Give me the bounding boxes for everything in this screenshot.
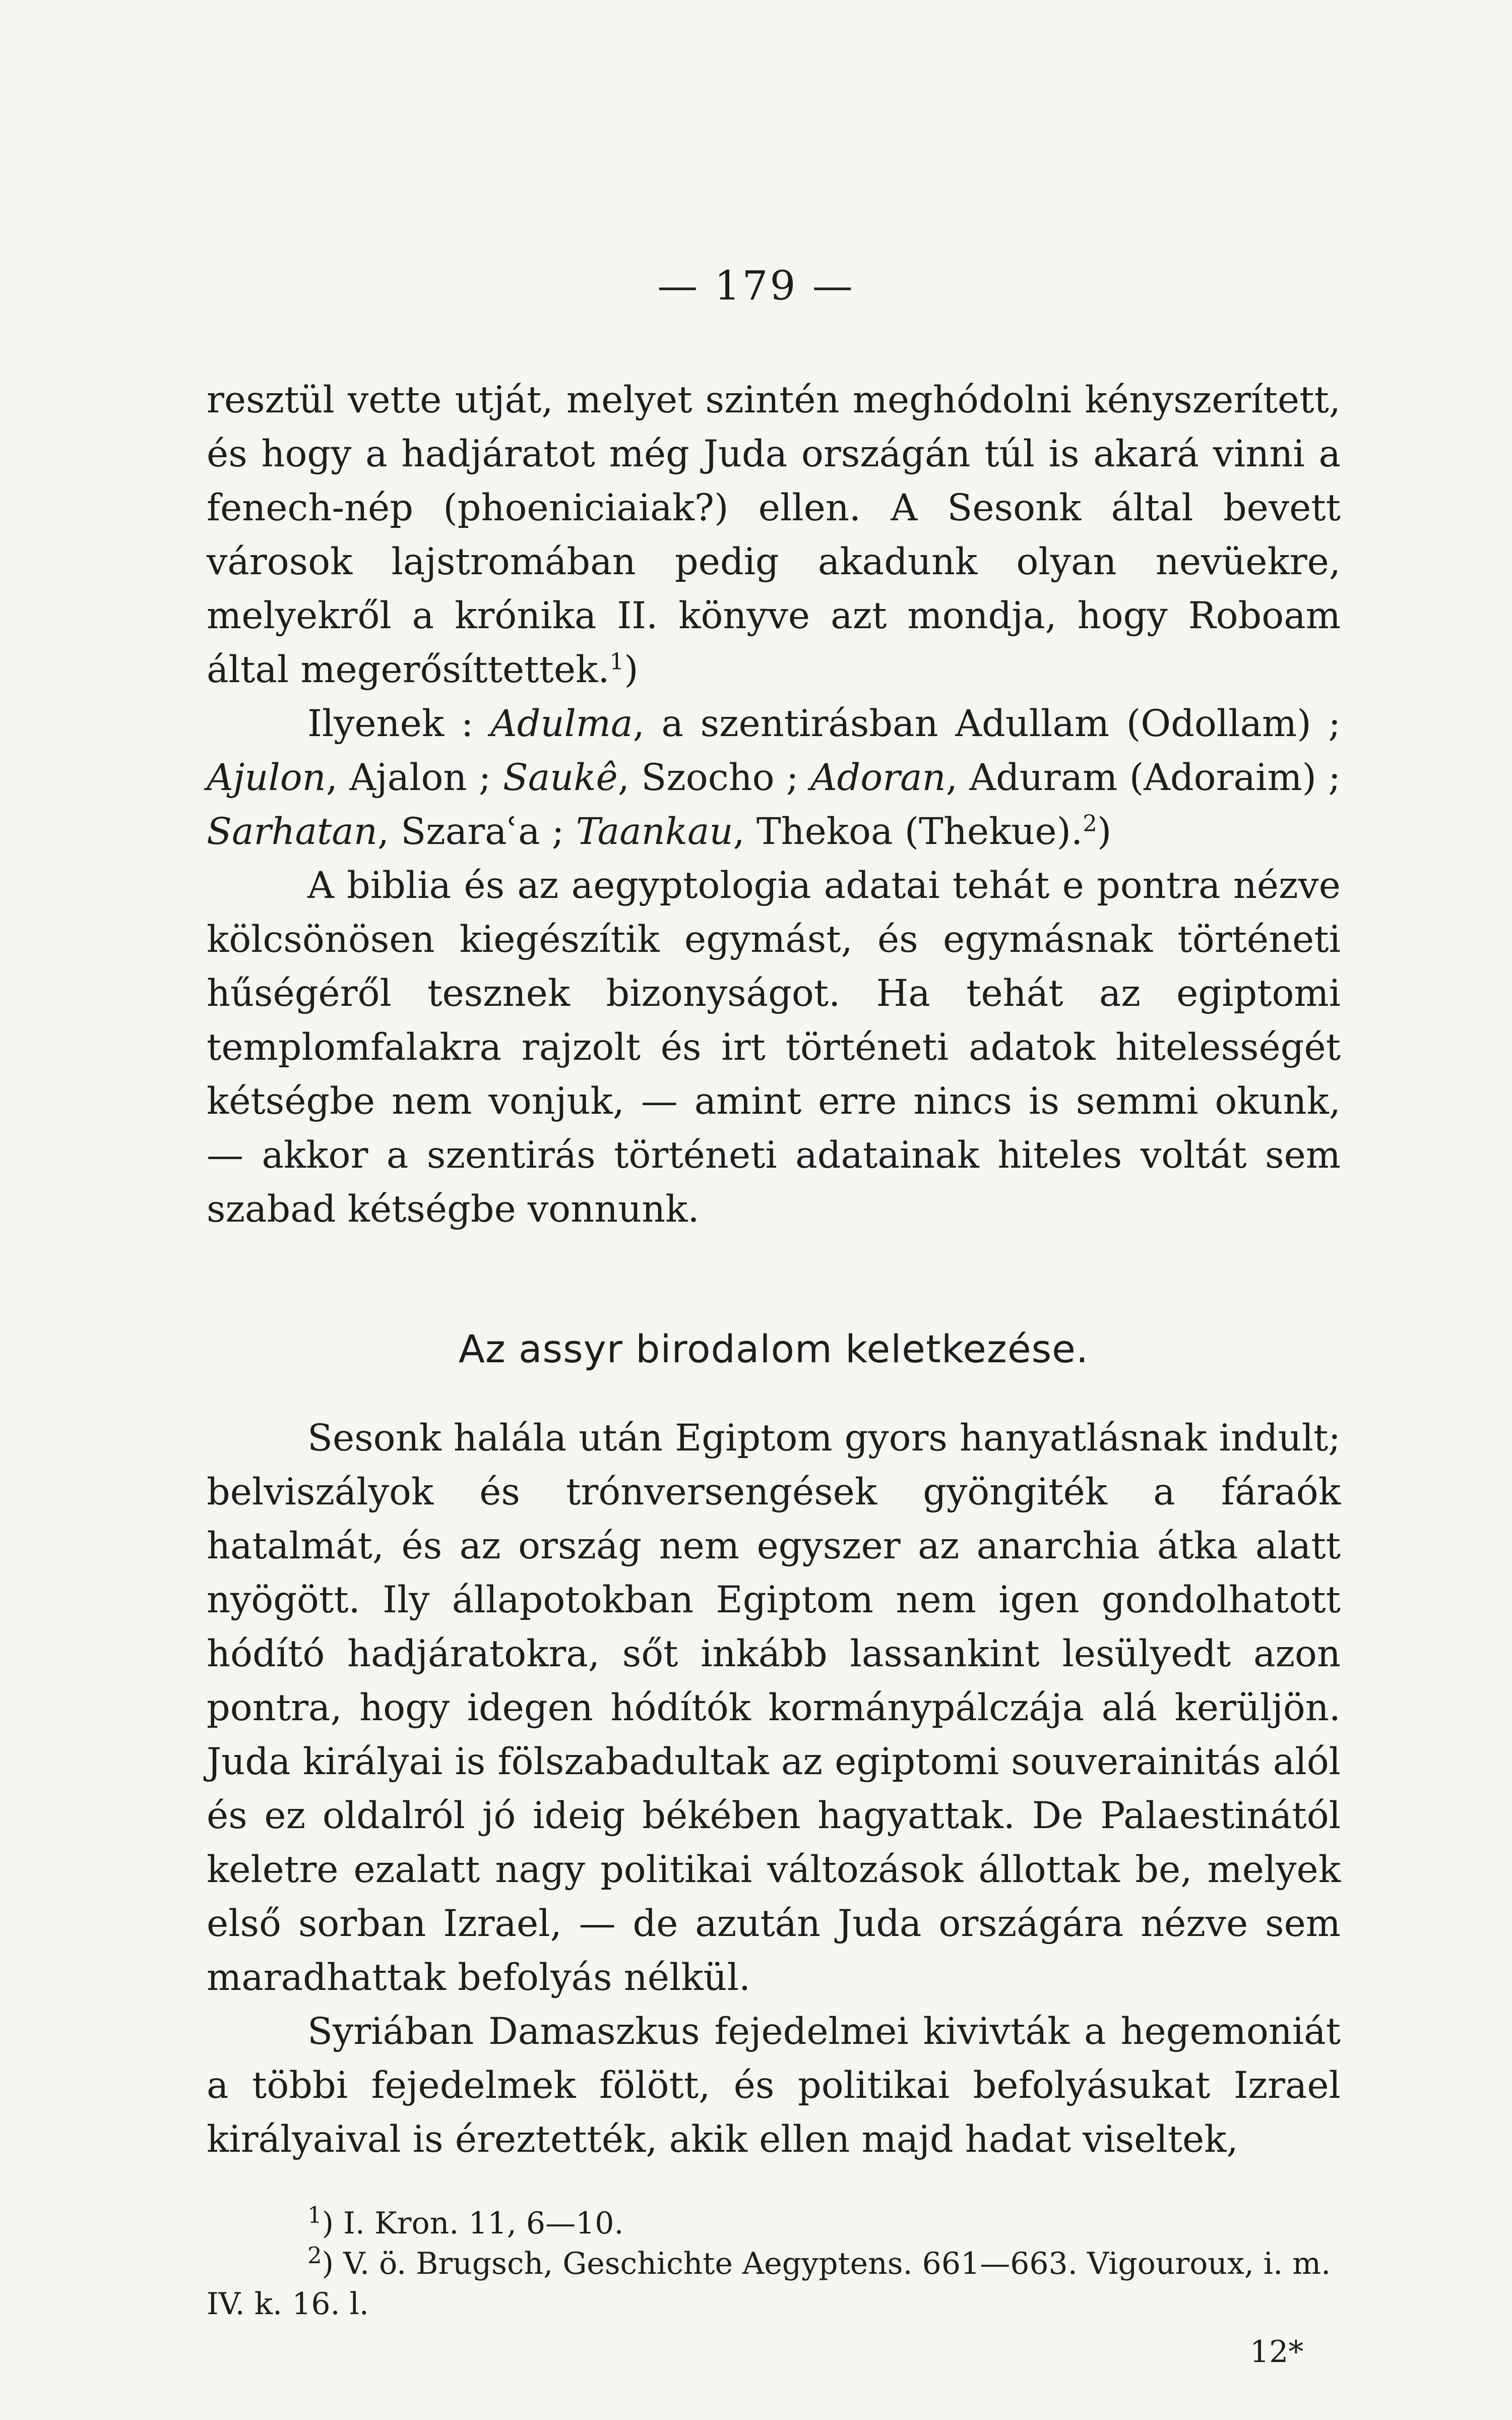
section-paragraph-1: Sesonk halála után Egiptom gyors hanyatlásnak indult; belviszályok és trónversengések gyöngiték a fáraók hatalmát, és az ország nem egyszer az anarchia átka alatt nyögött. Ily állapotokban Egiptom nem igen gondolhatott hódító hadjáratokra, sőt inkább lassankint lesülyedt azon pontra, hogy idegen hódítók kormánypálczája alá kerüljön. Juda királyai is fölszabadultak az egiptomi souverainitás alól és ez oldalról jó ideig békében hagyattak. De Palaestinától keletre ezalatt nagy politikai változások állottak be, melyek első sorban Izrael, — de azután Juda országára nézve sem maradhattak befolyás nélkül. [207, 1417, 1341, 1999]
footnote-ref-2: 2 [1083, 810, 1097, 837]
place-name: Sarhatan [207, 810, 377, 853]
place-name: Ajulon [207, 756, 326, 799]
place-name: Adoran [810, 756, 946, 799]
paragraph-1: resztül vette utját, melyet szintén meghódolni kényszerített, és hogy a hadjáratot még Juda országán túl is akará vinni a fenech-nép (phoeniciaiak?) ellen. A Sesonk által bevett városok lajstromában pedig akadunk olyan nevüekre, melyekről a krónika II. könyve azt mondja, hogy Roboam által megerősíttettek.$^1$) [207, 379, 1341, 691]
footnote-ref-1: 1 [609, 648, 624, 675]
footnote-1: $^1$) I. Kron. 11, 6—10. [307, 2202, 624, 2241]
section-paragraph-2: Syriában Damaszkus fejedelmei kivivták a hegemoniát a többi fejedelmek fölött, és politikai befolyásukat Izrael királyaival is éreztették, akik ellen majd hadat viseltek, [207, 2010, 1341, 2161]
section-heading: Az assyr birodalom keletkezése. [458, 1326, 1089, 1371]
main-text [207, 373, 1341, 2166]
place-name: Taankau [576, 810, 733, 853]
place-name: Adulma [490, 702, 633, 745]
paragraph-3: A biblia és az aegyptologia adatai tehát e pontra nézve kölcsönösen kiegészítik egymást, és egymásnak történeti hűségéről tesznek bizonyságot. Ha tehát az egiptomi templomfalakra rajzolt és irt történeti adatok hitelességét kétségbe nem vonjuk, — amint erre nincs is semmi okunk, — akkor a szentirás történeti adatainak hiteles voltát sem szabad kétségbe vonnunk. [207, 864, 1341, 1231]
footnotes [207, 2203, 1341, 2324]
paragraph-2: Ilyenek : Adulma, a szentirásban Adullam (Odollam) ; Ajulon, Ajalon ; Saukê, Szocho ; Adoran, Aduram (Adoraim) ; Sarhatan, Szaraʿa ; Taankau, Thekoa (Thekue).$^2$) [207, 702, 1341, 853]
footnote-2: $^2$) V. ö. Brugsch, Geschichte Aegyptens. 661—663. Vigouroux, i. m. IV. k. 16. l. [207, 2242, 1331, 2322]
place-name: Saukê [502, 756, 618, 799]
signature-mark: 12* [1250, 2334, 1304, 2370]
page-number: — 179 — [657, 262, 855, 309]
